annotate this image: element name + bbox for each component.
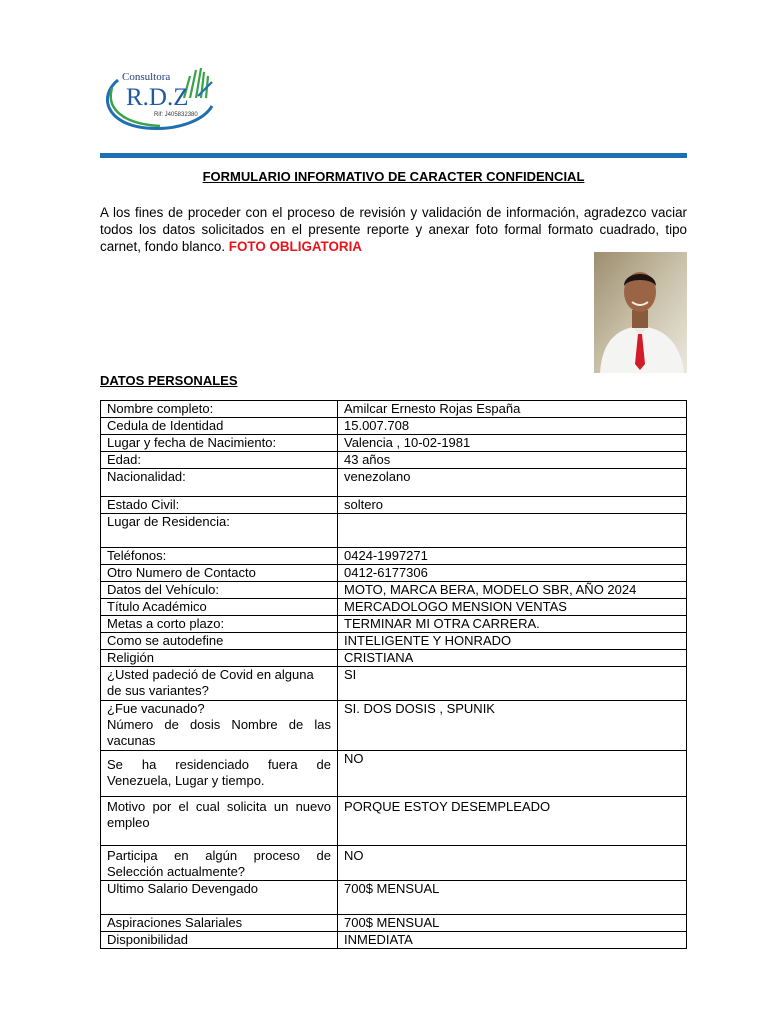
row-label: Ultimo Salario Devengado (101, 881, 338, 915)
row-label: Como se autodefine (101, 633, 338, 650)
table-row (101, 667, 687, 701)
row-label: Otro Numero de Contacto (101, 565, 338, 582)
table-row (101, 881, 687, 915)
row-label: ¿Fue vacunado? Número de dosis Nombre de las vacunas (101, 701, 338, 751)
personal-data-table (100, 400, 687, 949)
table-row (101, 701, 687, 751)
table-row (101, 548, 687, 565)
row-label: Nombre completo: (101, 401, 338, 418)
table-row (101, 915, 687, 932)
row-value: 0412-6177306 (338, 565, 687, 582)
row-label: Estado Civil: (101, 497, 338, 514)
row-value: TERMINAR MI OTRA CARRERA. (338, 616, 687, 633)
table-row (101, 633, 687, 650)
row-value: 700$ MENSUAL (338, 915, 687, 932)
table-row (101, 599, 687, 616)
row-label: Teléfonos: (101, 548, 338, 565)
row-label: Cedula de Identidad (101, 418, 338, 435)
row-value: venezolano (338, 469, 687, 497)
table-row (101, 401, 687, 418)
svg-text:R.D.Z: R.D.Z (126, 84, 189, 111)
row-value: 15.007.708 (338, 418, 687, 435)
row-value: INMEDIATA (338, 932, 687, 949)
row-value: SI. DOS DOSIS , SPUNIK (338, 701, 687, 751)
table-row (101, 582, 687, 599)
row-label: Lugar y fecha de Nacimiento: (101, 435, 338, 452)
header-divider (100, 153, 687, 158)
photo-required-note: FOTO OBLIGATORIA (228, 239, 362, 254)
table-row (101, 514, 687, 548)
company-logo (100, 58, 218, 138)
applicant-photo (594, 252, 687, 373)
section-title-personal-data: DATOS PERSONALES (100, 373, 238, 388)
row-value: soltero (338, 497, 687, 514)
table-row (101, 418, 687, 435)
form-title: FORMULARIO INFORMATIVO DE CARACTER CONFIDENCIAL (202, 169, 585, 184)
row-value: CRISTIANA (338, 650, 687, 667)
row-label: Metas a corto plazo: (101, 616, 338, 633)
row-value (338, 514, 687, 548)
row-label: Disponibilidad (101, 932, 338, 949)
row-label: Religión (101, 650, 338, 667)
intro-paragraph (100, 204, 687, 255)
row-label: Nacionalidad: (101, 469, 338, 497)
row-label: Participa en algún proceso de Selección actualmente? (101, 846, 338, 881)
row-label: Lugar de Residencia: (101, 514, 338, 548)
table-row (101, 797, 687, 846)
row-value: INTELIGENTE Y HONRADO (338, 633, 687, 650)
row-value: Amilcar Ernesto Rojas España (338, 401, 687, 418)
row-value: PORQUE ESTOY DESEMPLEADO (338, 797, 687, 846)
svg-text:Consultora: Consultora (122, 71, 171, 83)
row-value: MOTO, MARCA BERA, MODELO SBR, AÑO 2024 (338, 582, 687, 599)
svg-text:Rif: J405832380: Rif: J405832380 (154, 112, 198, 118)
table-row (101, 497, 687, 514)
table-row (101, 435, 687, 452)
row-value: MERCADOLOGO MENSION VENTAS (338, 599, 687, 616)
row-value: NO (338, 751, 687, 797)
row-value: 700$ MENSUAL (338, 881, 687, 915)
row-label: ¿Usted padeció de Covid en alguna de sus variantes? (101, 667, 338, 701)
row-value: Valencia , 10-02-1981 (338, 435, 687, 452)
row-label: Título Académico (101, 599, 338, 616)
table-row (101, 751, 687, 797)
table-row (101, 452, 687, 469)
table-row (101, 616, 687, 633)
row-label: Se ha residenciado fuera de Venezuela, Lugar y tiempo. (101, 751, 338, 797)
table-row (101, 565, 687, 582)
row-label: Edad: (101, 452, 338, 469)
table-row (101, 650, 687, 667)
row-value: SI (338, 667, 687, 701)
table-row (101, 932, 687, 949)
row-value: 0424-1997271 (338, 548, 687, 565)
intro-text: A los fines de proceder con el proceso de revisión y validación de información, agradezco vaciar todos los datos solicitados en el presente reporte y anexar foto formal formato cuadrado, tipo carnet, fondo blanco. (100, 205, 687, 254)
table-row (101, 469, 687, 497)
table-row (101, 846, 687, 881)
row-value: 43 años (338, 452, 687, 469)
row-label: Motivo por el cual solicita un nuevo empleo (101, 797, 338, 846)
row-label: Aspiraciones Salariales (101, 915, 338, 932)
row-label: Datos del Vehículo: (101, 582, 338, 599)
row-value: NO (338, 846, 687, 881)
